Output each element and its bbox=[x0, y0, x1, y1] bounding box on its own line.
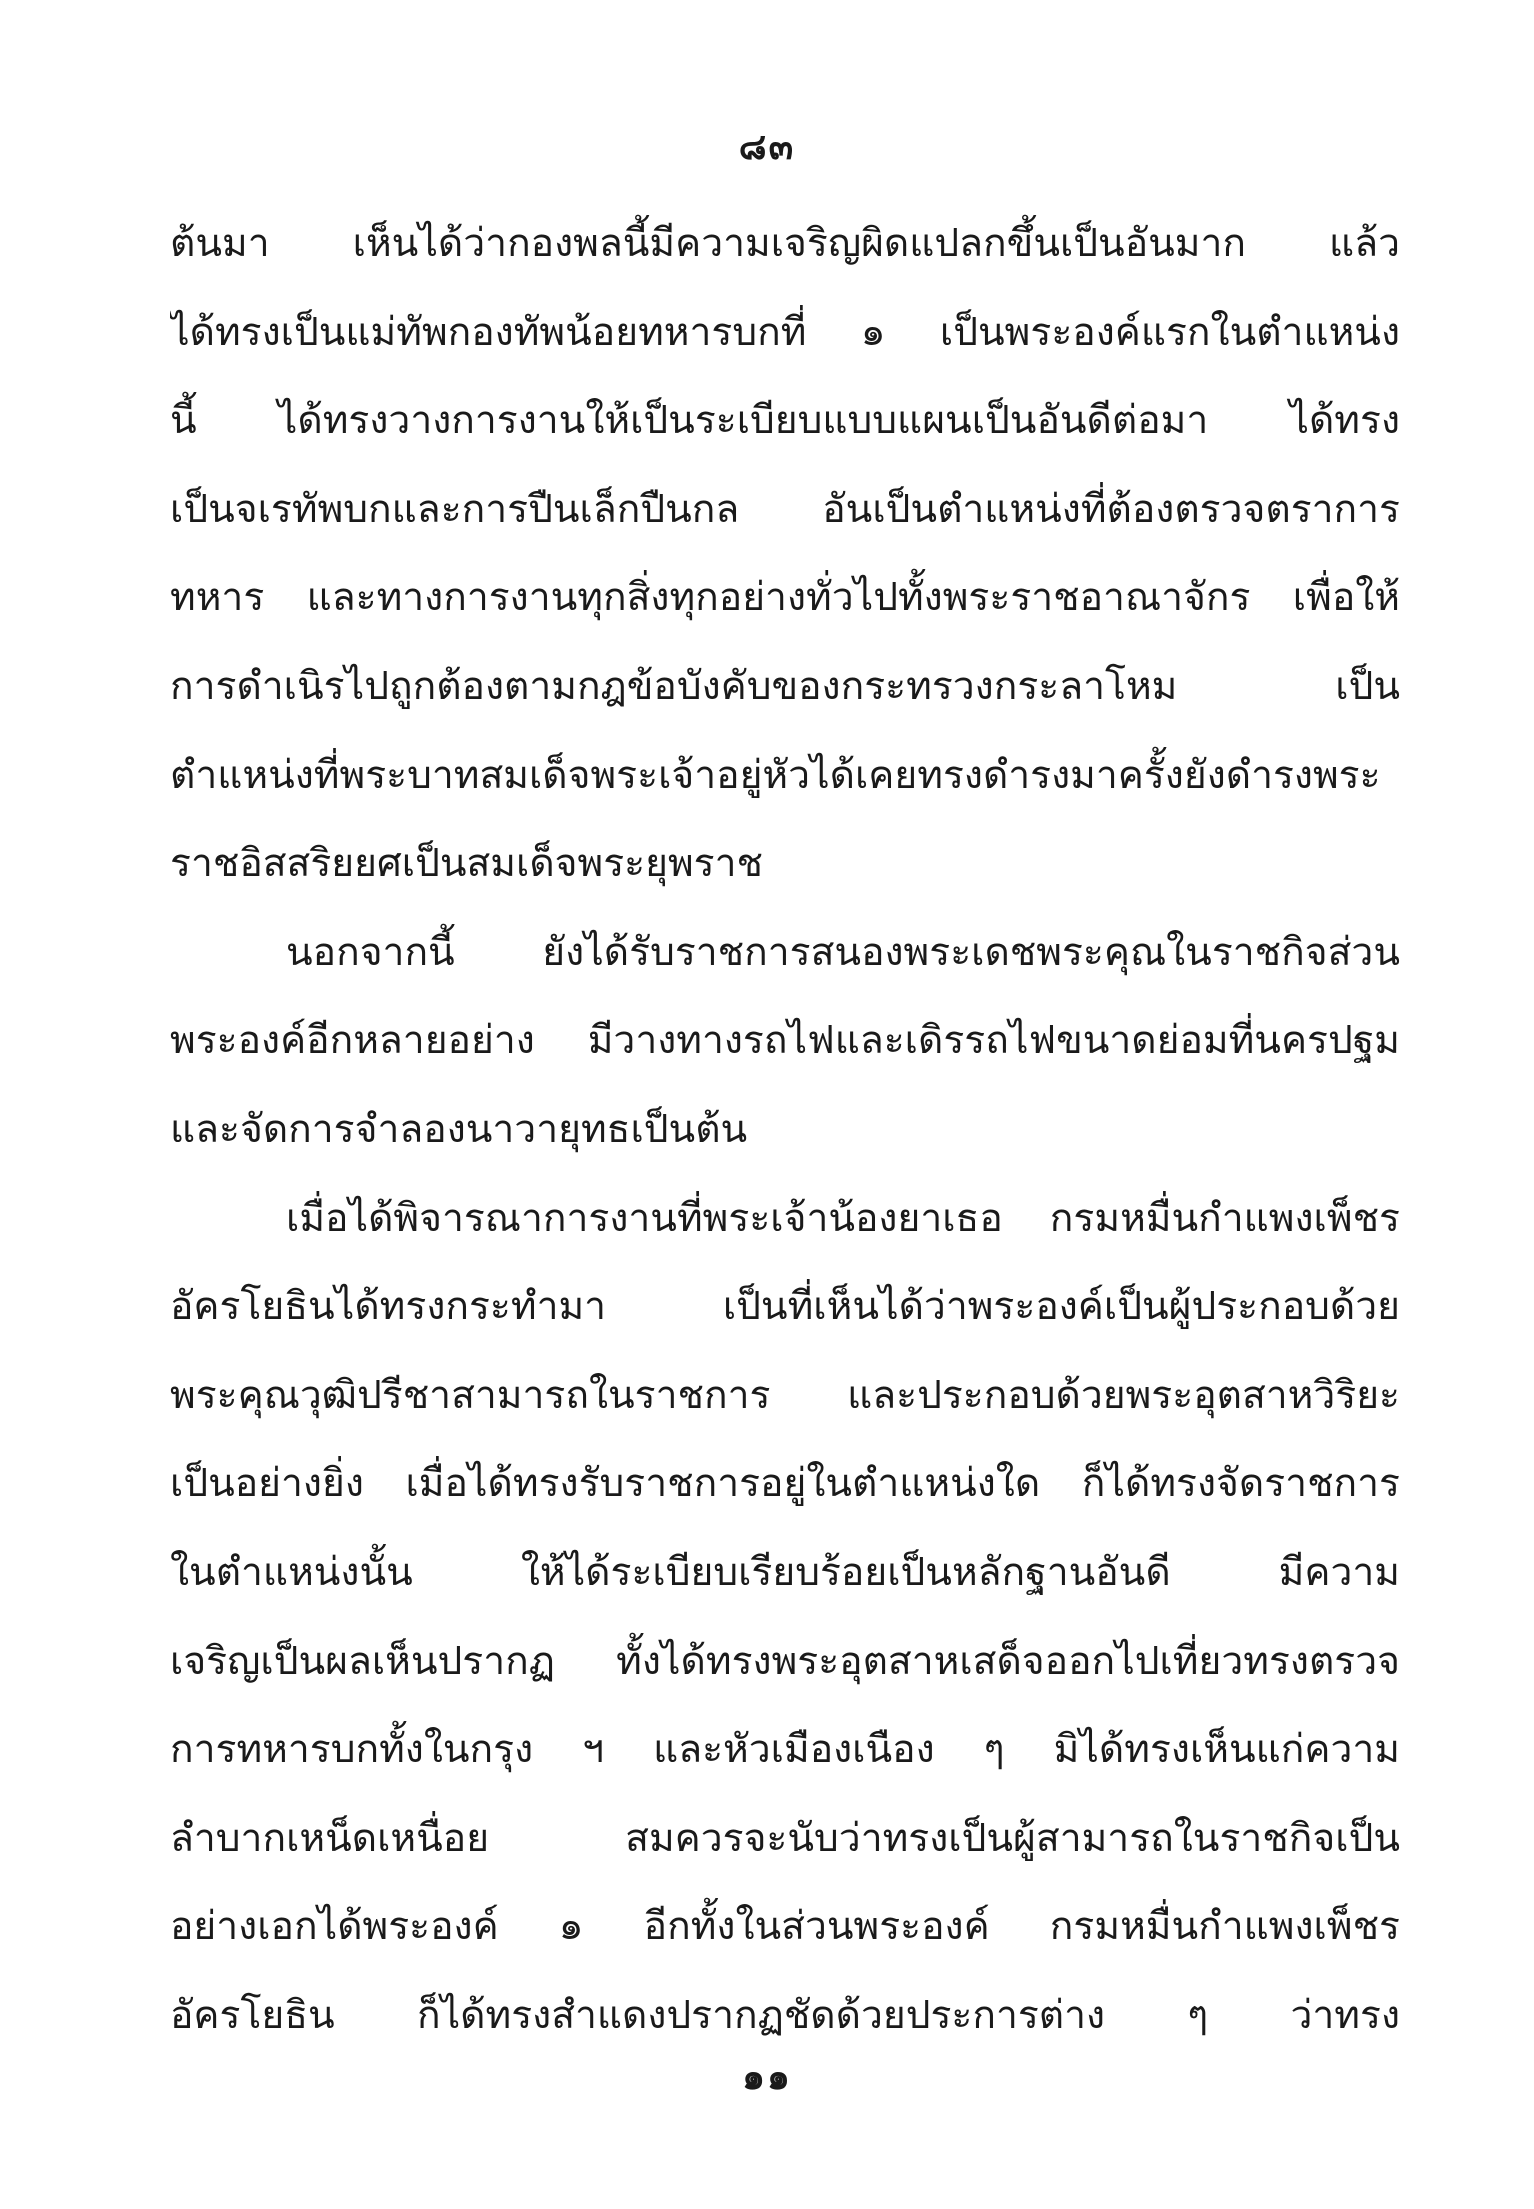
text-line: เป็นอย่างยิ่ง เมื่อได้ทรงรับราชการอยู่ในตำแหน่งใด ก็ได้ทรงจัดราชการ bbox=[170, 1461, 1400, 1507]
text-line: ทหาร และทางการงานทุกสิ่งทุกอย่างทั่วไปทั้งพระราชอาณาจักร เพื่อให้ bbox=[170, 575, 1400, 621]
text-line: เจริญเป็นผลเห็นปรากฏ ทั้งได้ทรงพระอุตสาหเสด็จออกไปเที่ยวทรงตรวจ bbox=[170, 1638, 1400, 1684]
text-line: นี้ ได้ทรงวางการงานให้เป็นระเบียบแบบแผนเป็นอันดีต่อมา ได้ทรง bbox=[170, 398, 1400, 444]
text-line: เป็นจเรทัพบกและการปืนเล็กปืนกล อันเป็นตำแหน่งที่ต้องตรวจตราการ bbox=[170, 486, 1400, 532]
text-line: อัครโยธิน ก็ได้ทรงสำแดงปรากฏชัดด้วยประการต่าง ๆ ว่าทรง bbox=[170, 1992, 1400, 2038]
body-text bbox=[170, 200, 1400, 2060]
text-line: พระองค์อีกหลายอย่าง มีวางทางรถไฟและเดิรรถไฟขนาดย่อมที่นครปฐม bbox=[170, 1018, 1400, 1064]
paragraph-first-line: นอกจากนี้ ยังได้รับราชการสนองพระเดชพระคุณในราชกิจส่วน bbox=[286, 929, 1400, 975]
text-line: การทหารบกทั้งในกรุง ฯ และหัวเมืองเนือง ๆ มิได้ทรงเห็นแก่ความ bbox=[170, 1727, 1400, 1773]
text-line: อัครโยธินได้ทรงกระทำมา เป็นที่เห็นได้ว่าพระองค์เป็นผู้ประกอบด้วย bbox=[170, 1284, 1400, 1330]
page-number-bottom: ๑๑ bbox=[742, 2057, 792, 2098]
page-number-top: ๘๓ bbox=[738, 127, 796, 168]
text-line: ราชอิสสริยยศเป็นสมเด็จพระยุพราช bbox=[170, 841, 763, 887]
text-line: ต้นมา เห็นได้ว่ากองพลนี้มีความเจริญผิดแปลกขึ้นเป็นอันมาก แล้ว bbox=[170, 221, 1400, 266]
text-line: อย่างเอกได้พระองค์ ๑ อีกทั้งในส่วนพระองค์ กรมหมื่นกำแพงเพ็ชร bbox=[170, 1904, 1400, 1950]
text-line: ลำบากเหน็ดเหนื่อย สมควรจะนับว่าทรงเป็นผู้สามารถในราชกิจเป็น bbox=[170, 1815, 1400, 1861]
text-line: พระคุณวุฒิปรีชาสามารถในราชการ และประกอบด้วยพระอุตสาหวิริยะ bbox=[170, 1372, 1400, 1418]
text-line: และจัดการจำลองนาวายุทธเป็นต้น bbox=[170, 1106, 748, 1152]
text-line: ตำแหน่งที่พระบาทสมเด็จพระเจ้าอยู่หัวได้เคยทรงดำรงมาครั้งยังดำรงพระ bbox=[170, 752, 1381, 798]
text-line: การดำเนิรไปถูกต้องตามกฎข้อบังคับของกระทรวงกระลาโหม เป็น bbox=[170, 663, 1400, 709]
text-line: ในตำแหน่งนั้น ให้ได้ระเบียบเรียบร้อยเป็นหลักฐานอันดี มีความ bbox=[170, 1549, 1400, 1595]
paragraph-first-line: เมื่อได้พิจารณาการงานที่พระเจ้าน้องยาเธอ กรมหมื่นกำแพงเพ็ชร bbox=[286, 1195, 1400, 1241]
text-line: ได้ทรงเป็นแม่ทัพกองทัพน้อยทหารบกที่ ๑ เป็นพระองค์แรกในตำแหน่ง bbox=[170, 309, 1400, 355]
